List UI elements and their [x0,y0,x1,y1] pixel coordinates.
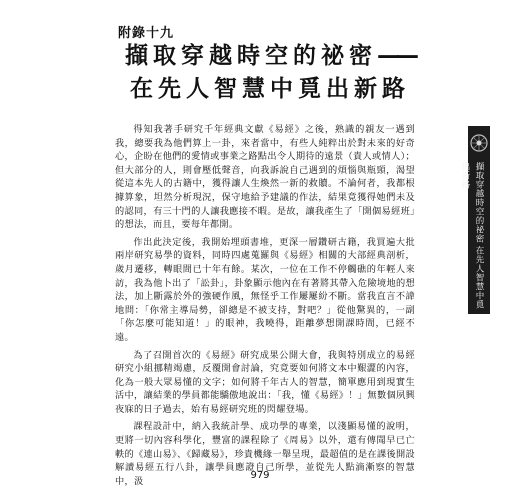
ornament-icon [468,130,490,156]
side-tab-text: 擷取穿越時空的祕密 在先人智慧中覓出新路 [460,162,484,310]
title-line-2: 在先人智慧中覓出新路 [130,76,410,102]
paragraph-2: 作出此決定後，我開始埋頭書堆，更深一層鑽研古籍，我買遍大批兩岸研究易學的資料，同時四處蒐羅與《易經》相關的大部經典剖析，歲月遷移，轉眼間已十年有餘。某次，一位在工作不停觸礁的年輕人來訪，我為他卜出了「訟卦」，卦象顯示他內在有著將其帶入危險境地的想法，加上斷露於外的強硬作風，無怪乎工作屢屢紛不斷。當我直言不諱地問：「你常主導局勢，卻總是不被支持，對吧？」從他驚異的，一副「你怎麼可能知道！」的眼神，我曉得，距離夢想開課時間，已經不遠。 [115,236,415,343]
title-dash: —— [377,43,415,69]
page-title [110,40,430,106]
paragraph-3: 為了召開首次的《易經》研究成果公開大會，我與特別成立的易經研究小組挪精竭慮，反覆開會討論，究竟要如何將文本中艱澀的內容，化為一般大眾易懂的文字；如何將千年古人的智慧，簡單應用到現實生活中，讓結業的學員都能驕傲地說出：「我，懂《易經》！」無數個夙興夜寐的日子過去，始有易經研究班的閃耀登場。 [115,349,415,415]
side-tab [460,126,490,314]
title-line-1: 擷取穿越時空的祕密—— [125,43,415,69]
page-number: 979 [250,470,270,481]
appendix-label: 附錄十九 [118,26,175,41]
paragraph-1: 得知我著手研究千年經典文獻《易經》之後，熟識的親友一遇到我，總要我為他們算上一卦，來者當中，有些人純粹出於對未來的好奇心，企盼在他們的愛情或事業之路點出令人期待的遠景（貴人或情人）；但大部分的人，則會壓低聲音，向我訴說自己遇到的煩惱與瓶頸，渴望從這本先人的古籍中，獲得讓人生煥然一新的救贖。不論何者，我都根據算象，坦然分析現況，保守地給予建議的作法，結果竟獲得她們未及的認同，有三十門的人讓我應接不暇。是故，讓我產生了「開個易經班」的想法，而且，要每年都開。 [115,124,415,231]
paragraph-4: 課程設計中，納入我統計學、成功學的專業，以淺顯易懂的說明，更將一切內容科學化，豐富的課程除了《周易》以外，還有傳聞早已亡軼的《連山易》、《歸藏易》，珍貴機緣一舉呈現，最超值的是在課後開設解讀易經五行八卦，讓學員應證自己所學，並從先人點滴漸察的智慧中，汲 [115,421,415,487]
article-body [115,123,415,492]
